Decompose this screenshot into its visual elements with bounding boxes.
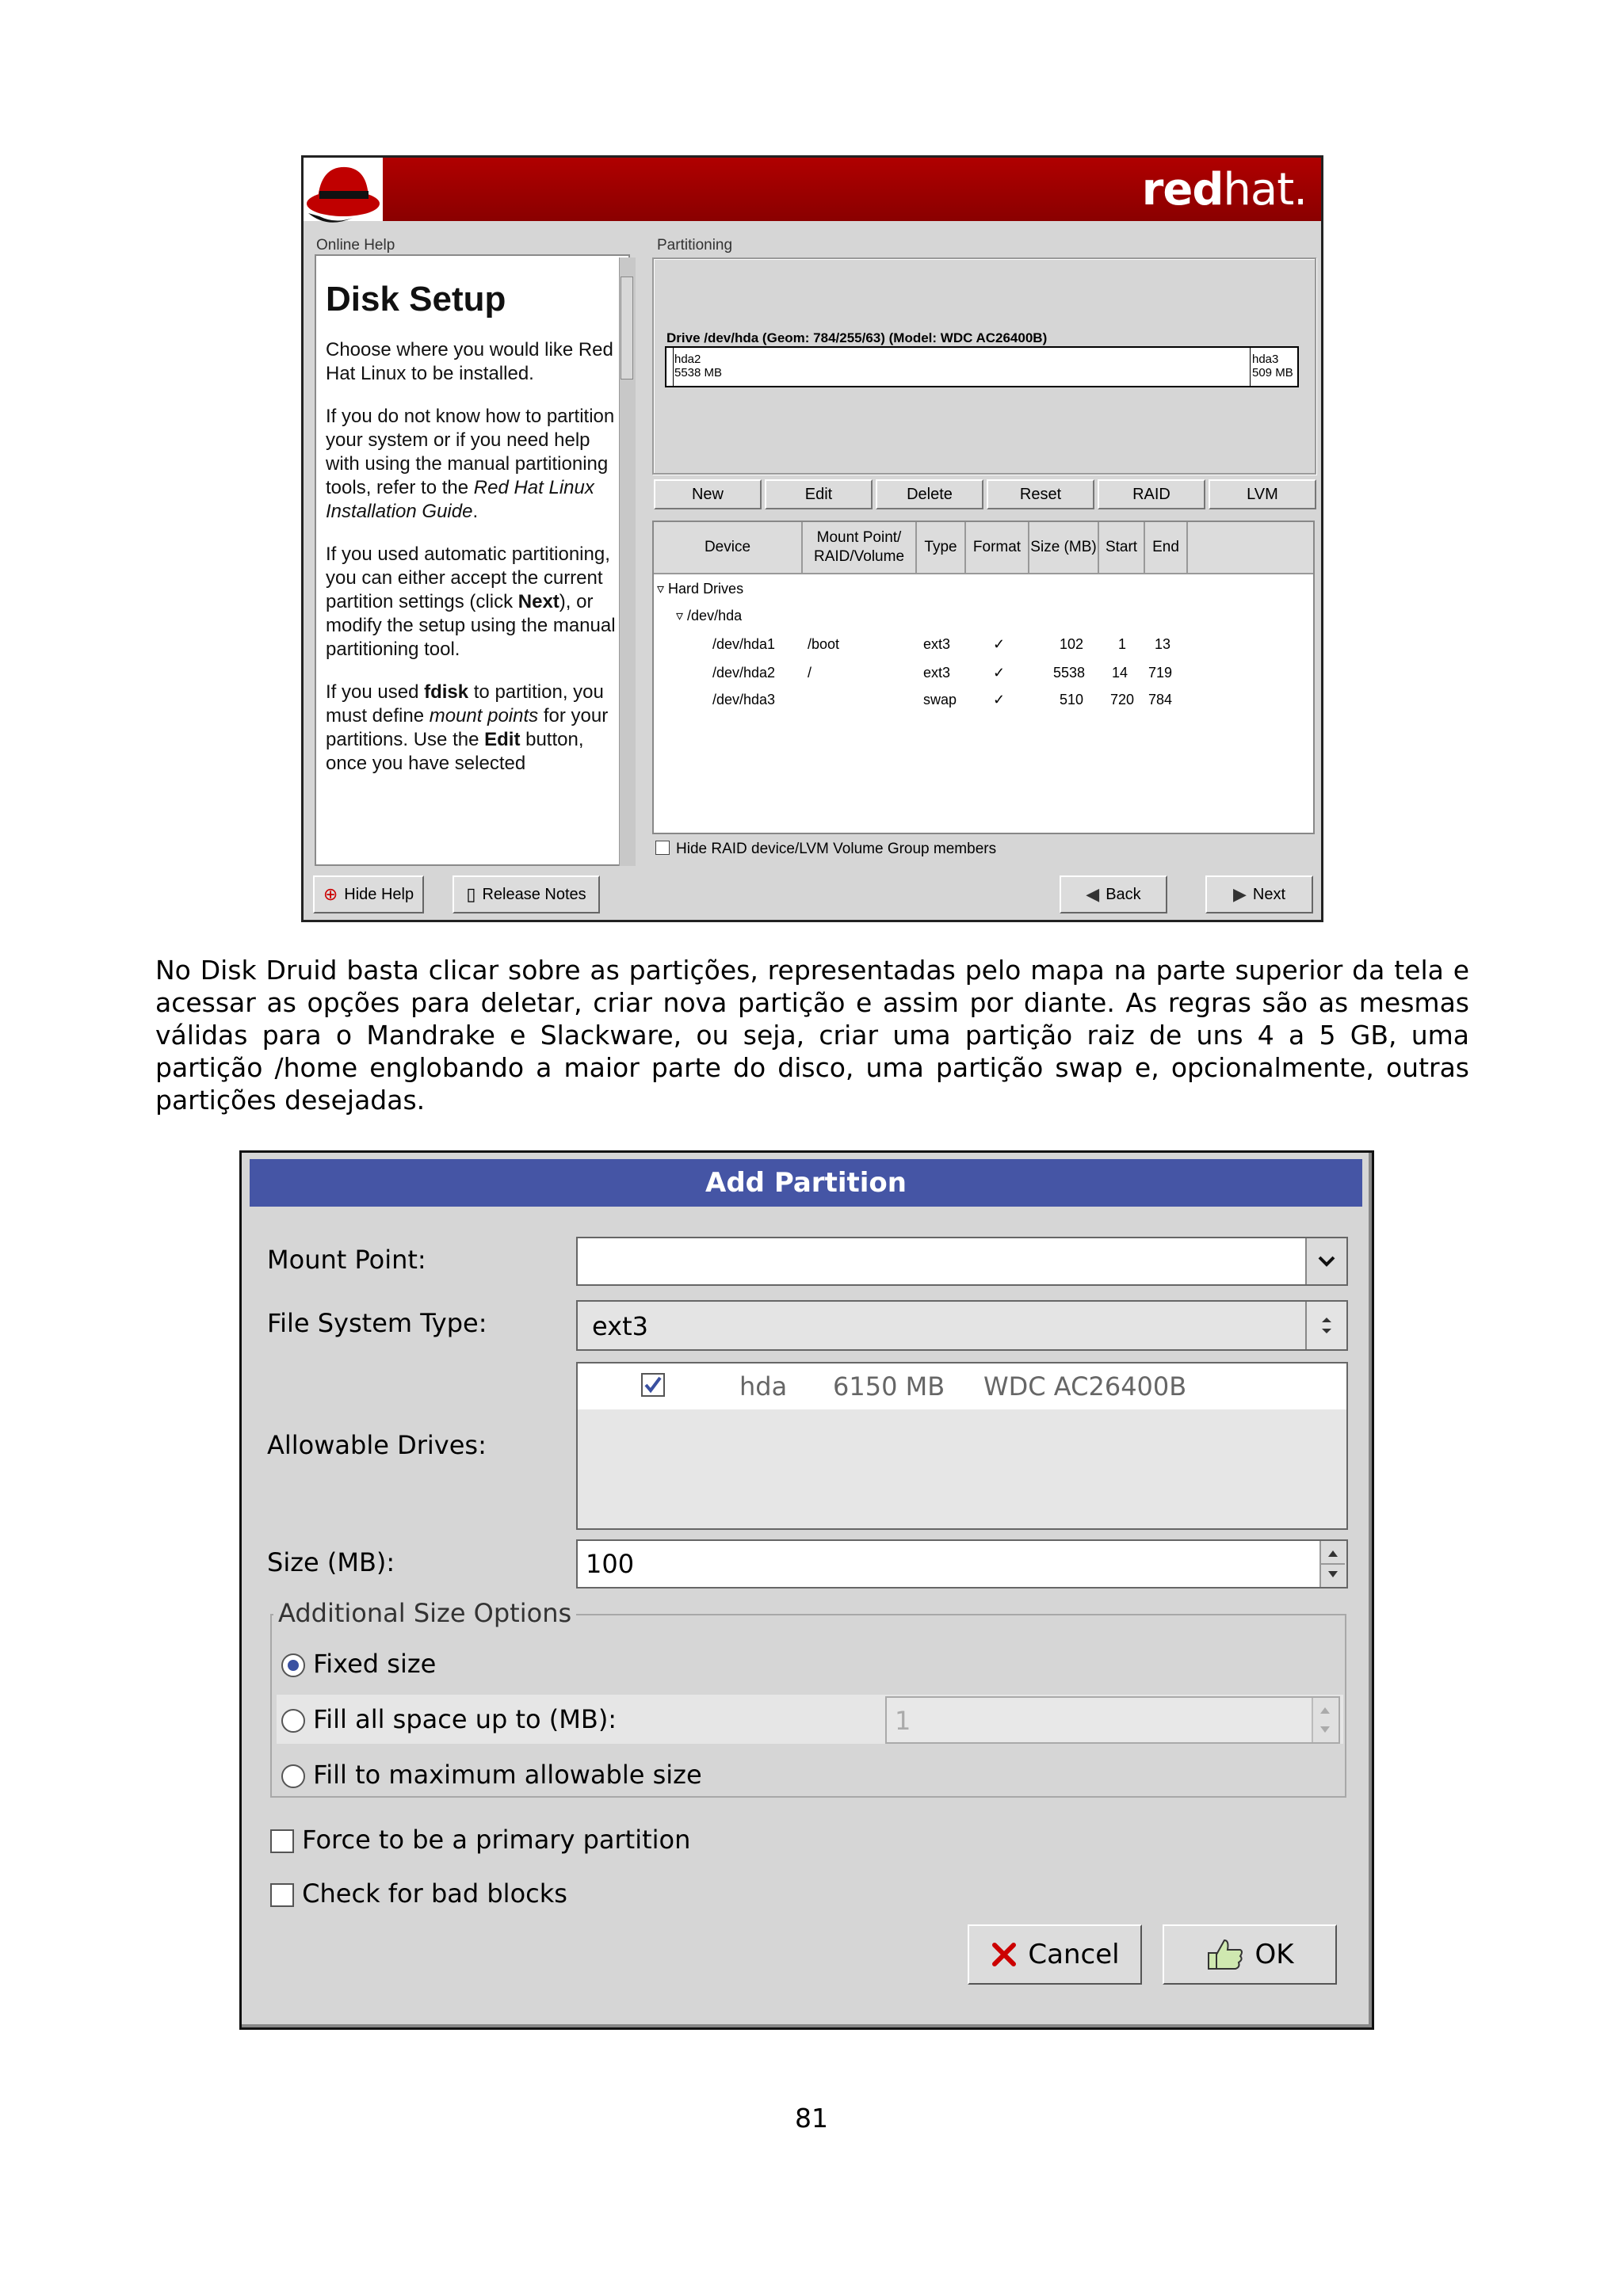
allowable-drives-label: Allowable Drives: — [267, 1430, 487, 1460]
drives-list-empty-area — [578, 1409, 1346, 1528]
hide-raid-checkbox[interactable]: Hide RAID device/LVM Volume Group members — [655, 841, 996, 858]
spin-arrows-icon[interactable] — [1319, 1541, 1346, 1587]
raid-button[interactable]: RAID — [1098, 479, 1205, 509]
thumbs-up-icon — [1205, 1937, 1245, 1972]
radio-button[interactable] — [281, 1653, 305, 1677]
fixed-size-radio[interactable]: Fixed size — [281, 1649, 436, 1679]
cancel-button[interactable]: Cancel — [968, 1924, 1142, 1985]
column-header[interactable]: Format — [966, 522, 1029, 574]
allowable-drives-list[interactable] — [576, 1362, 1348, 1530]
column-header[interactable]: Type — [917, 522, 966, 574]
table-row[interactable]: /dev/hda1 /boot ext3 ✓ 102 1 13 — [712, 636, 1171, 652]
checkbox-box[interactable] — [270, 1829, 294, 1853]
next-button[interactable]: ▶ Next — [1205, 875, 1313, 913]
fill-upto-radio[interactable]: Fill all space up to (MB): — [281, 1704, 617, 1734]
back-button[interactable]: ◀ Back — [1060, 875, 1167, 913]
expander-icon[interactable]: ▿ — [657, 581, 669, 597]
check-bad-blocks-checkbox[interactable]: Check for bad blocks — [270, 1878, 567, 1909]
checkbox-box[interactable] — [270, 1883, 294, 1907]
updown-arrows-icon[interactable] — [1305, 1302, 1346, 1349]
online-help-label: Online Help — [316, 237, 395, 254]
fs-type-label: File System Type: — [267, 1308, 487, 1338]
column-header[interactable]: End — [1145, 522, 1188, 574]
chevron-down-icon[interactable] — [1305, 1238, 1346, 1284]
drive-title: Drive /dev/hda (Geom: 784/255/63) (Model: WDC AC26400B) — [666, 330, 1048, 345]
shadowman-logo-icon — [304, 158, 383, 231]
dialog-title: Add Partition — [250, 1159, 1362, 1207]
hide-help-button[interactable]: ⊕ Hide Help — [313, 875, 424, 913]
segment-hda2[interactable]: hda2 5538 MB — [674, 353, 723, 379]
segment-hda3[interactable]: hda3 509 MB — [1250, 348, 1297, 386]
arrow-right-icon: ▶ — [1232, 884, 1247, 904]
lvm-button[interactable]: LVM — [1209, 479, 1316, 509]
arrow-left-icon: ◀ — [1086, 884, 1100, 904]
mount-point-combo[interactable] — [576, 1237, 1348, 1286]
help-pane — [315, 254, 630, 866]
page-number: 81 — [795, 2103, 828, 2134]
radio-button[interactable] — [281, 1709, 305, 1733]
column-header-filler — [1188, 522, 1313, 574]
help-title: Disk Setup — [326, 280, 506, 318]
checkbox-box[interactable] — [655, 841, 670, 855]
fill-upto-spinbox[interactable]: 1 — [885, 1696, 1340, 1744]
tree-item-drive[interactable]: ▿ /dev/hda — [676, 608, 743, 624]
fill-max-radio[interactable]: Fill to maximum allowable size — [281, 1760, 702, 1790]
cancel-x-icon — [990, 1940, 1018, 1969]
table-row[interactable]: /dev/hda3 swap ✓ 510 720 784 — [712, 692, 1173, 707]
column-header[interactable]: Start — [1099, 522, 1145, 574]
drive-row[interactable]: hda 6150 MB WDC AC26400B — [578, 1363, 1346, 1409]
help-paragraph: If you used fdisk to partition, you must define mount points for your partitions. Use the Edit button, once you have selected — [326, 681, 609, 774]
partitioning-label: Partitioning — [657, 237, 733, 254]
checkmark-icon — [643, 1375, 663, 1395]
help-paragraph: If you do not know how to partition your system or if you need help with using the manual partitioning tools, refer to the Red Hat Linux Installation Guide. — [326, 406, 615, 522]
table-row[interactable]: /dev/hda2 / ext3 ✓ 5538 14 719 — [712, 665, 1173, 681]
fs-type-select[interactable]: ext3 — [576, 1300, 1348, 1351]
column-header[interactable]: Mount Point/ RAID/Volume — [803, 522, 917, 574]
mount-point-label: Mount Point: — [267, 1245, 426, 1275]
partition-table — [652, 521, 1315, 834]
drive-map[interactable] — [665, 346, 1299, 387]
release-notes-button[interactable]: ▯ Release Notes — [453, 875, 600, 913]
expander-icon[interactable]: ▿ — [676, 608, 688, 624]
redhat-logo: redhat. — [1141, 164, 1307, 215]
size-options-legend: Additional Size Options — [273, 1598, 576, 1628]
ok-button[interactable]: OK — [1163, 1924, 1337, 1985]
document-icon: ▯ — [466, 884, 476, 904]
column-header[interactable]: Device — [654, 522, 803, 574]
force-primary-checkbox[interactable]: Force to be a primary partition — [270, 1825, 690, 1855]
column-header[interactable]: Size (MB) — [1029, 522, 1099, 574]
delete-button[interactable]: Delete — [876, 479, 983, 509]
spin-arrows-icon[interactable] — [1312, 1698, 1338, 1742]
help-paragraph: Choose where you would like Red Hat Linux to be installed. — [326, 339, 613, 384]
help-paragraph: If you used automatic partitioning, you can either accept the current partition settings (click Next), or modify the setup using the manual partitioning tool. — [326, 543, 616, 660]
size-label: Size (MB): — [267, 1547, 395, 1577]
tree-item-hard-drives[interactable]: ▿ Hard Drives — [657, 581, 744, 597]
size-spinbox[interactable]: 100 — [576, 1539, 1348, 1589]
new-button[interactable]: New — [654, 479, 762, 509]
reset-button[interactable]: Reset — [987, 479, 1094, 509]
segment-hda1[interactable] — [666, 348, 674, 386]
edit-button[interactable]: Edit — [765, 479, 873, 509]
radio-button[interactable] — [281, 1764, 305, 1788]
help-scroll-thumb[interactable] — [621, 277, 633, 379]
installer-screenshot — [301, 155, 1323, 922]
body-paragraph: No Disk Druid basta clicar sobre as partições, representadas pelo mapa na parte superior da tela e acessar as opções para deletar, criar nova partição e assim por diante. As regras são as mesmas válidas para o Mandrake e Slackware, ou seja, criar uma partição raiz de uns 4 a 5 GB, uma partição /home englobando a maior parte do disco, uma partição swap e, opcionalmente, outras partições desejadas. — [155, 955, 1469, 1116]
lifebuoy-icon: ⊕ — [323, 884, 338, 904]
drive-checkbox[interactable] — [641, 1373, 665, 1397]
add-partition-dialog — [239, 1150, 1374, 2030]
